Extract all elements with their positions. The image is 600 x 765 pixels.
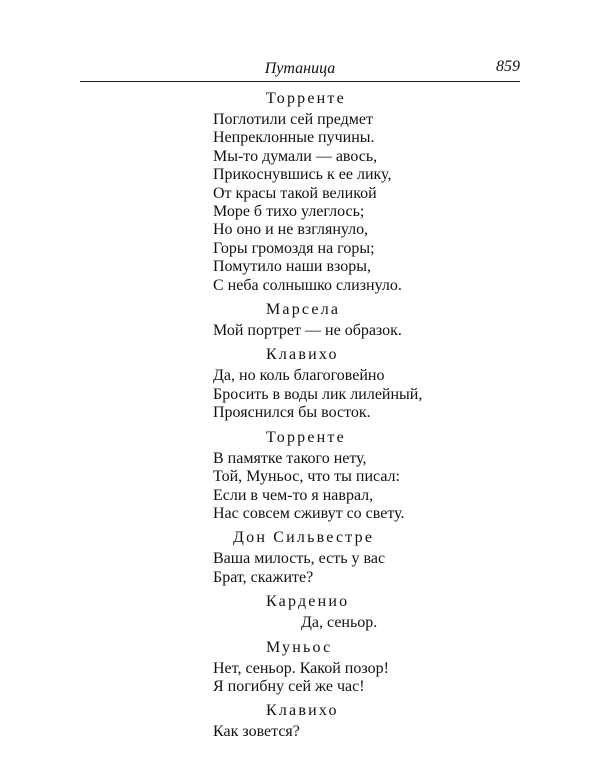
speaker-name: Дон Сильвестре xyxy=(233,529,375,547)
verse-line: Море б тихо улеглось; xyxy=(213,203,365,221)
verse-line: Да, сеньор. xyxy=(301,614,378,632)
verse-line: Нет, сеньор. Какой позор! xyxy=(213,659,389,677)
verse-line: Мы-то думали — авось, xyxy=(213,147,378,165)
verse-line: С неба солнышко слизнуло. xyxy=(213,276,402,294)
verse-line: Помутило наши взоры, xyxy=(213,258,371,276)
verse-line: Если в чем-то я наврал, xyxy=(213,486,374,504)
dialogue-block xyxy=(213,299,523,340)
page-header xyxy=(80,60,520,80)
dialogue-block xyxy=(213,344,523,422)
verse-line: Мой портрет — не образок. xyxy=(213,322,402,340)
speaker-name: Торренте xyxy=(266,90,346,107)
verse-line: Как зовется? xyxy=(213,723,300,741)
verse-line: Брат, скажите? xyxy=(213,568,314,586)
verse-line: Но оно и не взглянуло, xyxy=(213,221,369,239)
speaker-name: Торренте xyxy=(266,428,346,446)
dialogue-block xyxy=(213,88,523,295)
speaker-name: Клавихо xyxy=(266,346,339,364)
dialogue-block xyxy=(213,427,523,524)
dialogue-block xyxy=(213,591,523,632)
dialogue-block xyxy=(213,637,523,697)
verse-line: Горы громоздя на горы; xyxy=(213,239,375,257)
verse-line: Поглотили сей предмет xyxy=(213,111,373,128)
verse-line: От красы такой великой xyxy=(213,184,377,202)
dialogue-block xyxy=(213,527,523,587)
speaker-name: Марсела xyxy=(266,301,341,319)
verse-line: Да, но коль благоговейно xyxy=(213,367,385,385)
verse-line: Той, Муньос, что ты писал: xyxy=(213,468,400,486)
verse-line: Прояснился бы восток. xyxy=(213,404,371,422)
verse-line: В памятке такого нету, xyxy=(213,449,367,467)
verse-line: Я погибну сей же час! xyxy=(213,677,365,695)
play-text xyxy=(213,88,523,742)
running-title: Путаница xyxy=(264,60,336,77)
header-rule xyxy=(80,81,520,82)
verse-line: Бросить в воды лик лилейный, xyxy=(213,385,423,403)
verse-line: Непреклонные пучины. xyxy=(213,129,375,147)
verse-line: Нас совсем сживут со свету. xyxy=(213,504,405,522)
verse-line: Ваша милость, есть у вас xyxy=(213,550,386,568)
dialogue-block xyxy=(213,700,523,741)
speaker-name: Муньос xyxy=(266,638,333,656)
speaker-name: Клавихо xyxy=(266,702,339,720)
speaker-name: Карденио xyxy=(266,593,350,611)
page-number: 859 xyxy=(496,58,520,75)
verse-line: Прикоснувшись к ее лику, xyxy=(213,166,392,184)
